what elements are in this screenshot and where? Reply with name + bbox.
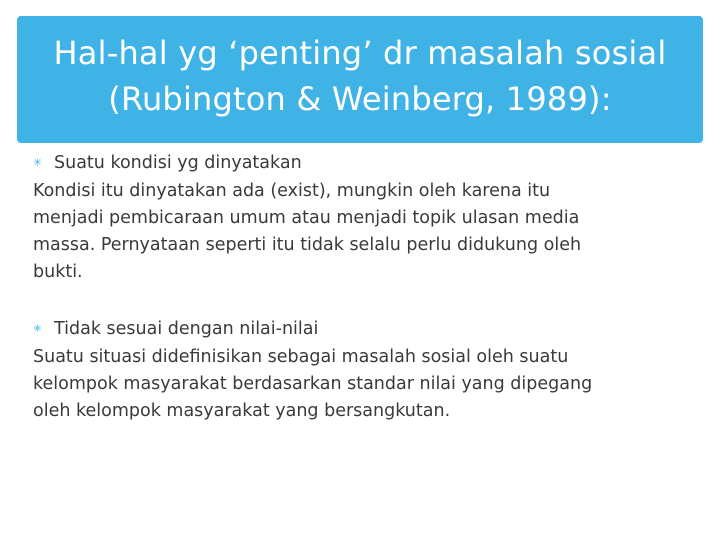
paragraph-line: menjadi pembicaraan umum atau menjadi topik ulasan media [33,208,580,228]
bullet-heading: Suatu kondisi yg dinyatakan [54,153,302,173]
bullet-heading-row [33,150,693,178]
section-paragraph [33,344,693,425]
section-paragraph [33,178,693,286]
paragraph-line: kelompok masyarakat berdasarkan standar nilai yang dipegang [33,374,593,394]
paragraph-line: oleh kelompok masyarakat yang bersangkutan. [33,401,451,421]
title-banner [17,16,703,143]
asterisk-bullet-icon: ✳ [33,322,43,335]
slide-body [33,150,693,425]
slide-title-line-1: Hal-hal yg ‘penting’ dr masalah sosial [53,34,667,72]
asterisk-bullet-icon: ✳ [33,156,43,169]
section-tidak-sesuai [33,316,693,425]
paragraph-line: bukti. [33,262,83,282]
paragraph-line: Kondisi itu dinyatakan ada (exist), mungkin oleh karena itu [33,181,551,201]
paragraph-line: Suatu situasi didefinisikan sebagai masalah sosial oleh suatu [33,347,569,367]
slide-title-line-2: (Rubington & Weinberg, 1989): [108,80,612,118]
section-suatu-kondisi [33,150,693,286]
bullet-heading-row [33,316,693,344]
bullet-heading: Tidak sesuai dengan nilai-nilai [54,319,319,339]
paragraph-line: massa. Pernyataan seperti itu tidak selalu perlu didukung oleh [33,235,582,255]
